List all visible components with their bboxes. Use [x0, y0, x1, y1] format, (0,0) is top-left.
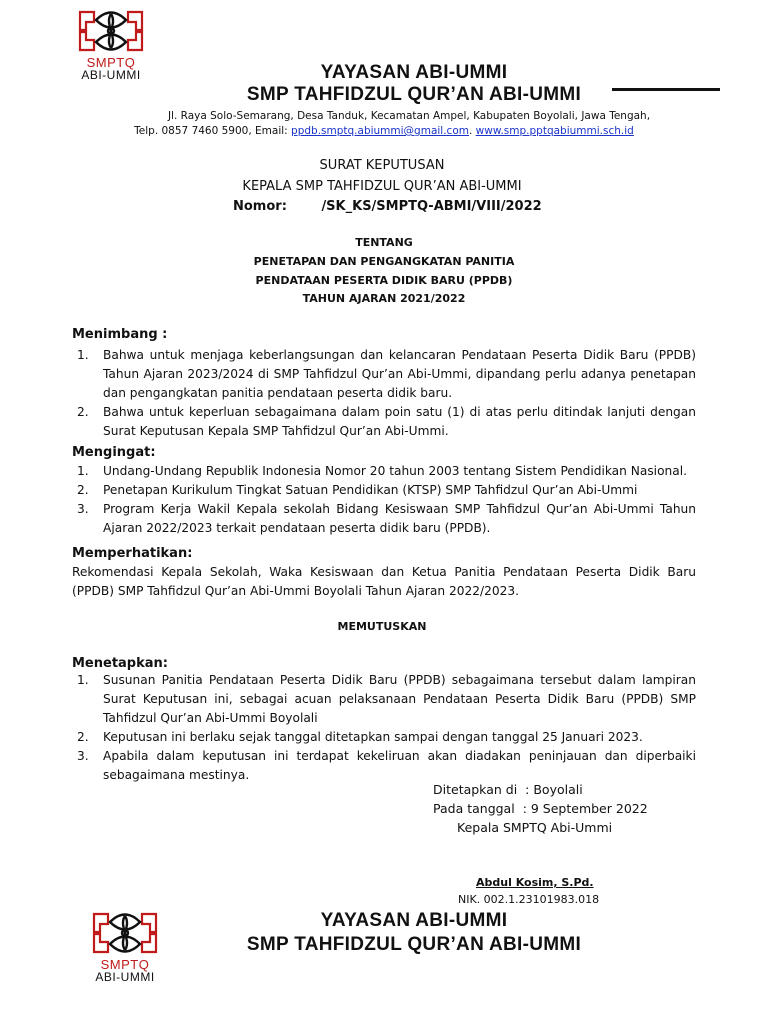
email-link[interactable]: ppdb.smptq.abiummi@gmail.com — [291, 125, 469, 137]
menimbang-heading: Menimbang : — [72, 327, 168, 342]
logo-line1: SMPTQ — [86, 55, 136, 70]
header-org: YAYASAN ABI-UMMI — [320, 62, 508, 83]
place-value: : Boyolali — [525, 782, 583, 797]
list-item: 1. Susunan Panitia Pendataan Peserta Didik Baru (PPDB) sebagaimana tersebut dalam lampiran Surat Keputusan ini, sebagai acuan pelaksanaan Pendataan Peserta Didik Baru (PPDB) SMP Tahfidzul Qur’an Abi-Ummi Boyolali — [77, 673, 696, 725]
doc-title: SURAT KEPUTUSAN — [319, 158, 445, 173]
tentang-line3: TAHUN AJARAN 2021/2022 — [302, 292, 466, 305]
doc-number — [233, 199, 542, 214]
memperhatikan-heading: Memperhatikan: — [72, 546, 193, 561]
menetapkan-list — [72, 671, 696, 785]
tentang-label: TENTANG — [355, 236, 413, 249]
logo-line2: ABI-UMMI — [95, 970, 155, 984]
list-item: 1. Undang-Undang Republik Indonesia Nomor 20 tahun 2003 tentang Sistem Pendidikan Nasional. — [77, 464, 687, 478]
menimbang-list — [72, 346, 696, 441]
list-item: 2. Bahwa untuk keperluan sebagaimana dalam poin satu (1) di atas perlu ditindak lanjuti dengan Surat Keputusan Kepala SMP Tahfidzul Qur’an Abi-Ummi. — [77, 405, 696, 438]
header-rule — [612, 88, 720, 91]
doc-subtitle: KEPALA SMP TAHFIDZUL QUR’AN ABI-UMMI — [242, 179, 522, 194]
header-contact — [0, 125, 768, 137]
header-school: SMP TAHFIDZUL QUR’AN ABI-UMMI — [246, 84, 582, 105]
menetapkan-heading: Menetapkan: — [72, 656, 168, 671]
logo-line1: SMPTQ — [100, 957, 150, 972]
signature-date — [433, 801, 648, 816]
logo-line2: ABI-UMMI — [81, 68, 141, 82]
mengingat-list — [72, 462, 696, 538]
signature-name: Abdul Kosim, S.Pd. — [476, 876, 594, 889]
signature-place — [433, 782, 583, 797]
footer-org: YAYASAN ABI-UMMI — [320, 910, 508, 931]
header-address: Jl. Raya Solo-Semarang, Desa Tanduk, Kecamatan Ampel, Kabupaten Boyolali, Jawa Tengah, — [167, 110, 651, 122]
date-value: : 9 September 2022 — [522, 801, 648, 816]
mengingat-heading: Mengingat: — [72, 445, 156, 460]
tentang-line1: PENETAPAN DAN PENGANGKATAN PANITIA — [253, 255, 515, 268]
list-item: 2. Keputusan ini berlaku sejak tanggal ditetapkan sampai dengan tanggal 25 Januari 2023. — [77, 730, 643, 744]
list-item: 3. Apabila dalam keputusan ini terdapat kekeliruan akan diadakan peninjauan dan diperbaiki sebagaimana mestinya. — [77, 749, 696, 782]
tentang-line2: PENDATAAN PESERTA DIDIK BARU (PPDB) — [255, 274, 513, 287]
place-label: Ditetapkan di — [433, 782, 518, 797]
school-emblem-icon — [66, 6, 156, 56]
date-label: Pada tanggal — [433, 801, 515, 816]
memperhatikan-text: Rekomendasi Kepala Sekolah, Waka Kesiswaan dan Ketua Panitia Pendataan Peserta Didik Baru (PPDB) SMP Tahfidzul Qur’an Abi-Ummi Boyolali Tahun Ajaran 2022/2023. — [72, 565, 696, 598]
list-item: 2. Penetapan Kurikulum Tingkat Satuan Pendidikan (KTSP) SMP Tahfidzul Qur’an Abi-Ummi — [77, 483, 638, 497]
contact-prefix: Telp. 0857 7460 5900, Email: — [134, 125, 292, 137]
list-item: 3. Program Kerja Wakil Kepala sekolah Bidang Kesiswaan SMP Tahfidzul Qur’an Abi-Ummi Tahun Ajaran 2022/2023 terkait pendataan peserta didik baru (PPDB). — [77, 502, 696, 535]
memutuskan-heading: MEMUTUSKAN — [337, 620, 427, 633]
signature-nik: NIK. 002.1.23101983.018 — [458, 893, 600, 906]
contact-separator: . — [468, 125, 476, 137]
footer-school: SMP TAHFIDZUL QUR’AN ABI-UMMI — [246, 934, 582, 955]
website-link[interactable]: www.smp.pptqabiummi.sch.id — [475, 125, 634, 137]
nomor-label: Nomor: — [233, 199, 287, 214]
signature-position: Kepala SMPTQ Abi-Ummi — [457, 820, 613, 835]
nomor-value: /SK_KS/SMPTQ-ABMI/VIII/2022 — [321, 199, 542, 214]
list-item: 1. Bahwa untuk menjaga keberlangsungan dan kelancaran Pendataan Peserta Didik Baru (PPDB) Tahun Ajaran 2023/2024 di SMP Tahfidzul Qur’an Abi-Ummi, dipandang perlu adanya penetapan dan pengangkatan panitia pendataan peserta didik baru. — [77, 348, 696, 400]
